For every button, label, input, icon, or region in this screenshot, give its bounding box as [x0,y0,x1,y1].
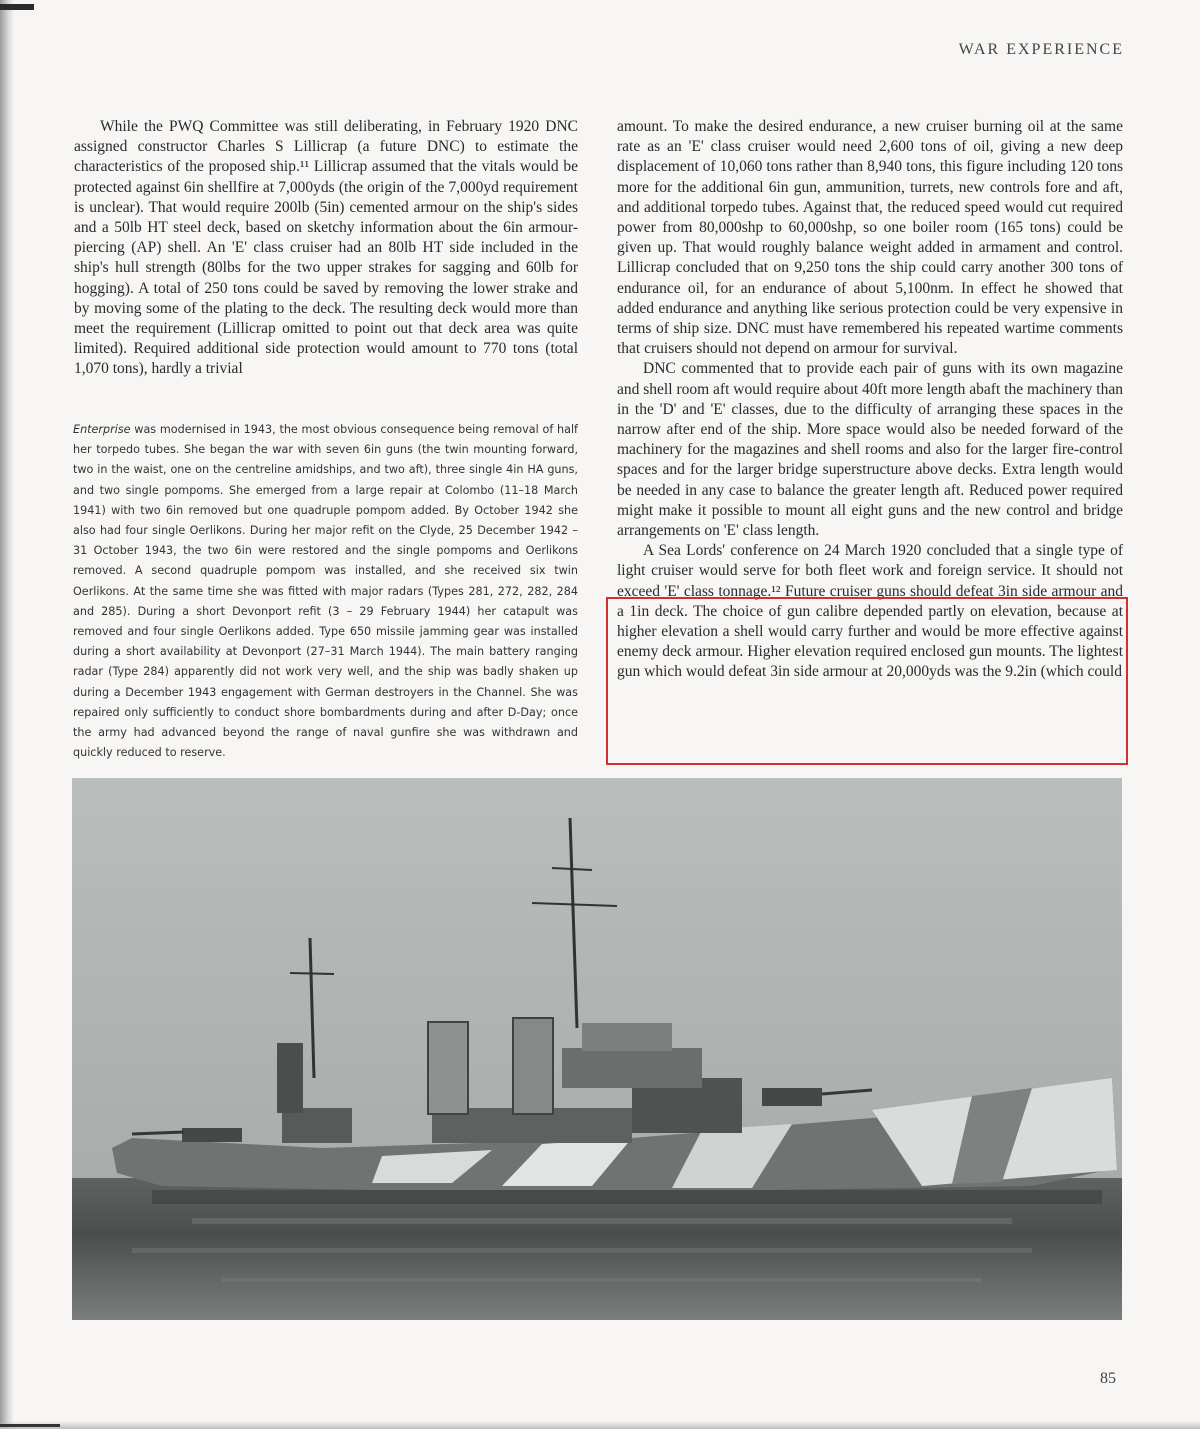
paragraph: DNC commented that to provide each pair of guns with its own magazine and shell room aft would require about 40ft more length abaft the machinery than in the 'D' and 'E' classes, due to the difficulty of arranging these spaces in the narrow after end of the ship. More space would also be needed forward of the machinery for the magazines and shell rooms and also for the larger fire-control spaces and for the larger bridge superstructure above decks. Extra length would be needed in any case to balance the greater length aft. Reduced power required might make it possible to mount all eight guns and the new control and bridge arrangements on 'E' class length. [617,360,1123,540]
photo-caption [73,420,578,763]
left-column [74,117,578,380]
highlighted-paragraph: A Sea Lords' conference on 24 March 1920 concluded that a single type of light cruiser would serve for both fleet work and foreign service. It should not exceed 'E' class tonnage.¹² Future cruiser guns should defeat 3in side armour and a 1in deck. The choice of gun calibre depended partly on elevation, because at higher elevation a shell would carry further and would be more effective against enemy deck armour. Higher elevation required enclosed gun mounts. The lightest gun which would defeat 3in side armour at 20,000yds was the 9.2in (which could [617,542,1123,681]
paragraph: amount. To make the desired endurance, a new cruiser burning oil at the same rate as an 'E' class cruiser would need 2,600 tons of oil, giving a new deep displacement of 10,060 tons rather than 8,940 tons, this figure including 120 tons more for the additional 6in gun, ammunition, turrets, new controls fore and aft, and additional torpedo tubes. Against that, the reduced speed would cut required power from 80,000shp to 60,000shp, so one boiler room (165 tons) could be given up. That would roughly balance weight added in armament and control. Lillicrap concluded that on 9,250 tons the ship could carry another 300 tons of endurance oil, for an endurance of about 5,100nm. In effect he showed that added endurance and anything like serious protection could be very expensive in terms of ship size. DNC must have remembered his repeated wartime comments that cruisers should not depend on armour for survival. [617,118,1123,358]
caption-text: was modernised in 1943, the most obvious consequence being removal of half her torpedo tubes. She began the war with seven 6in guns (the twin mounting forward, two in the waist, one on the centreline amidships, and two aft), three single 4in HA guns, and two single pompoms. She emerged from a large repair at Colombo (11–18 March 1941) with two 6in removed but one quadruple pompom added. By October 1942 she also had four single Oerlikons. During her major refit on the Clyde, 25 December 1942 – 31 October 1943, the two 6in were restored and the single pompoms and Oerlikons removed. A second quadruple pompom was installed, and she received six twin Oerlikons. At the same time she was fitted with major radars (Types 281, 272, 282, 284 and 285). During a short Devonport refit (3 – 29 February 1944) her catapult was removed and four single Oerlikons added. Type 650 missile jamming gear was installed during a short availability at Devonport (27–31 March 1944). The main battery ranging radar (Type 284) apparently did not work very well, and the ship was badly shaken up during a December 1943 engagement with German destroyers in the Channel. She was repaired only sufficiently to conduct shore bombardments during and after D-Day; once the army had advanced beyond the range of naval gunfire she was withdrawn and quickly reduced to reserve. [73,423,578,760]
ship-photograph [72,778,1122,1320]
caption-ship-name: Enterprise [73,423,131,436]
highlight-box [606,597,1128,765]
page-number: 85 [1100,1370,1116,1387]
running-head: WAR EXPERIENCE [958,41,1124,58]
page-gutter-shadow [0,0,14,1429]
gutter-mark [0,4,34,10]
paragraph: While the PWQ Committee was still deliberating, in February 1920 DNC assigned constructor Charles S Lillicrap (a future DNC) to estimate the characteristics of the proposed ship.¹¹ Lillicrap assumed that the vitals would be protected against 6in shellfire at 7,000yds (the origin of the 7,000yd requirement is unclear). That would require 200lb (5in) cemented armour on the ship's sides and a 50lb HT steel deck, based on sketchy information about the 6in armour-piercing (AP) shell. An 'E' class cruiser had an 80lb HT side included in the ship's hull strength (80lbs for the two upper strakes for sagging and 60lb for hogging). A total of 250 tons could be saved by removing the lower strake and by moving some of the plating to the deck. The resulting deck would more than meet the requirement (Lillicrap omitted to point out that deck area was quite limited). Required additional side protection would amount to 770 tons (total 1,070 tons), hardly a trivial [74,118,578,378]
page-bottom-edge [0,1421,1200,1429]
